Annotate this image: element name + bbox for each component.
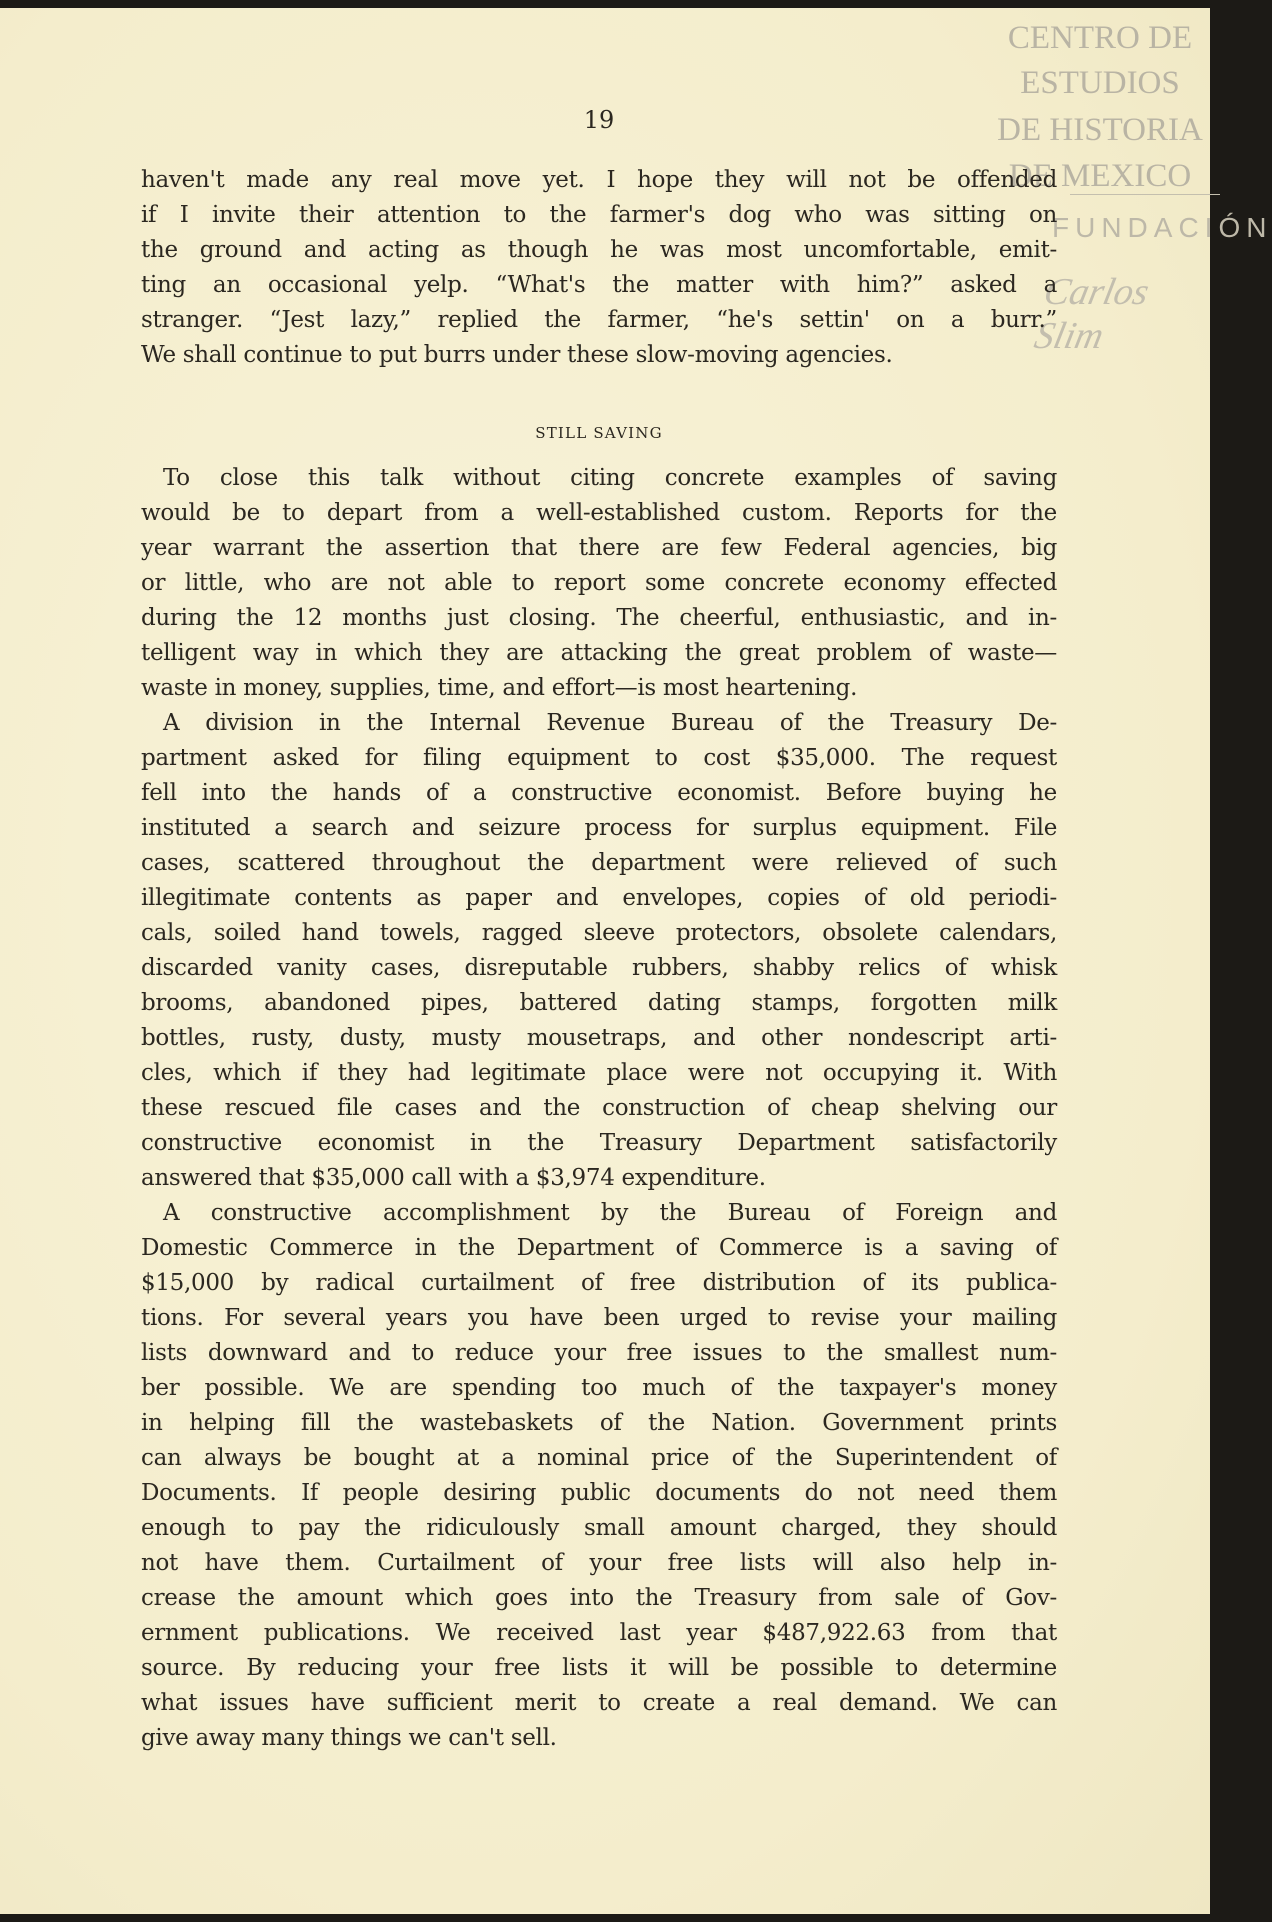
text-line: haven't made any real move yet. I hope they will not be offended xyxy=(141,167,1057,193)
paragraph xyxy=(141,706,1057,1196)
text-line: in helping fill the wastebaskets of the Nation. Government prints xyxy=(141,1410,1057,1436)
text-line: bottles, rusty, dusty, musty mousetraps, and other nondescript arti- xyxy=(141,1025,1057,1051)
document-page xyxy=(0,8,1272,1914)
text-line: if I invite their attention to the farmer's dog who was sitting on xyxy=(141,202,1057,228)
text-line: answered that $35,000 call with a $3,974 expenditure. xyxy=(141,1165,766,1191)
text-line: tions. For several years you have been urged to revise your mailing xyxy=(141,1305,1057,1331)
text-line: partment asked for filing equipment to cost $35,000. The request xyxy=(141,745,1057,771)
watermark-line: CENTRO DE xyxy=(1007,20,1193,56)
text-line: A constructive accomplishment by the Bureau of Foreign and xyxy=(163,1200,1057,1226)
text-line: ernment publications. We received last year $487,922.63 from that xyxy=(141,1620,1057,1646)
text-line: fell into the hands of a constructive economist. Before buying he xyxy=(141,780,1057,806)
text-line: waste in money, supplies, time, and effort—is most heartening. xyxy=(141,675,858,701)
text-line: cases, scattered throughout the department were relieved of such xyxy=(141,850,1057,876)
text-line: crease the amount which goes into the Treasury from sale of Gov- xyxy=(141,1585,1057,1611)
text-line: A division in the Internal Revenue Bureau of the Treasury De- xyxy=(163,710,1057,736)
text-line: instituted a search and seizure process for surplus equipment. File xyxy=(141,815,1057,841)
text-line: telligent way in which they are attacking the great problem of waste— xyxy=(141,640,1057,666)
text-line: Domestic Commerce in the Department of Commerce is a saving of xyxy=(141,1235,1057,1261)
text-line: the ground and acting as though he was most uncomfortable, emit- xyxy=(141,237,1057,263)
watermark-line: ESTUDIOS xyxy=(1020,65,1180,101)
text-line: stranger. “Jest lazy,” replied the farmer, “he's settin' on a burr.” xyxy=(141,307,1057,333)
page-number: 19 xyxy=(583,106,615,134)
text-line: ting an occasional yelp. “What's the matter with him?” asked a xyxy=(141,272,1057,298)
section-heading: STILL SAVING xyxy=(535,424,663,442)
text-line: enough to pay the ridiculously small amount charged, they should xyxy=(141,1515,1057,1541)
text-line: can always be bought at a nominal price of the Superintendent of xyxy=(141,1445,1057,1471)
paragraph-continued xyxy=(141,163,1057,373)
text-line: cals, soiled hand towels, ragged sleeve protectors, obsolete calendars, xyxy=(141,920,1057,946)
text-line: what issues have sufficient merit to create a real demand. We can xyxy=(141,1690,1057,1716)
text-line: these rescued file cases and the construction of cheap shelving our xyxy=(141,1095,1057,1121)
paragraph xyxy=(141,1196,1057,1756)
text-line: cles, which if they had legitimate place were not occupying it. With xyxy=(141,1060,1057,1086)
paragraph xyxy=(141,461,1057,706)
section-body xyxy=(141,461,1057,1756)
text-line: To close this talk without citing concrete examples of saving xyxy=(163,465,1057,491)
text-line: $15,000 by radical curtailment of free distribution of its publica- xyxy=(141,1270,1057,1296)
watermark-signature: Carlos Slim xyxy=(1030,271,1153,357)
text-line: during the 12 months just closing. The cheerful, enthusiastic, and in- xyxy=(141,605,1057,631)
text-line: constructive economist in the Treasury Department satisfactorily xyxy=(141,1130,1057,1156)
text-line: Documents. If people desiring public documents do not need them xyxy=(141,1480,1057,1506)
text-line: not have them. Curtailment of your free lists will also help in- xyxy=(141,1550,1057,1576)
text-line: illegitimate contents as paper and envelopes, copies of old periodi- xyxy=(141,885,1057,911)
text-line: ber possible. We are spending too much of the taxpayer's money xyxy=(141,1375,1057,1401)
text-line: source. By reducing your free lists it will be possible to determine xyxy=(141,1655,1057,1681)
text-line: discarded vanity cases, disreputable rubbers, shabby relics of whisk xyxy=(141,955,1057,981)
watermark-foundation: FUNDACIÓN xyxy=(1052,212,1272,243)
text-line: would be to depart from a well-established custom. Reports for the xyxy=(141,500,1057,526)
text-line: brooms, abandoned pipes, battered dating stamps, forgotten milk xyxy=(141,990,1057,1016)
watermark-line: DE HISTORIA xyxy=(997,112,1203,148)
text-line: We shall continue to put burrs under these slow-moving agencies. xyxy=(141,342,893,368)
text-line: give away many things we can't sell. xyxy=(141,1725,557,1751)
text-line: lists downward and to reduce your free issues to the smallest num- xyxy=(141,1340,1057,1366)
text-line: or little, who are not able to report some concrete economy effected xyxy=(141,570,1057,596)
text-line: year warrant the assertion that there are few Federal agencies, big xyxy=(141,535,1057,561)
watermark-line: DE MEXICO xyxy=(1008,158,1192,194)
watermark-divider xyxy=(1070,194,1220,195)
